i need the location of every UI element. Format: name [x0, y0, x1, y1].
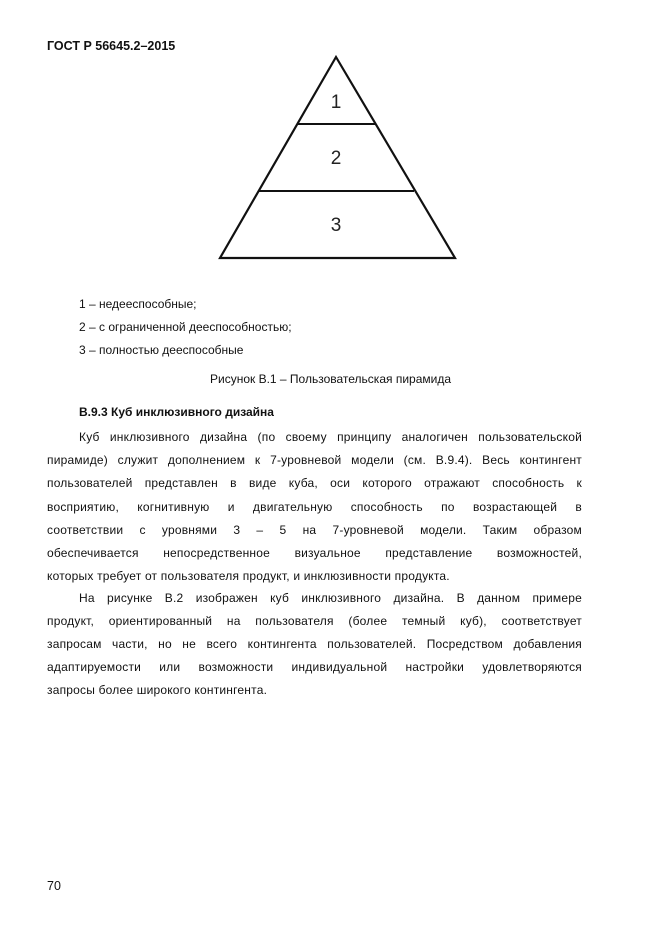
user-pyramid-figure — [0, 0, 661, 300]
document-header: ГОСТ Р 56645.2–2015 — [47, 39, 176, 53]
paragraph-line: На рисунке В.2 изображен куб инклюзивного дизайна. В данном примере — [79, 591, 582, 605]
legend-item: 2 – с ограниченной дееспособностью; — [79, 320, 292, 334]
pyramid-level-2: 2 — [330, 148, 342, 169]
figure-caption: Рисунок В.1 – Пользовательская пирамида — [209, 372, 451, 386]
section-title: В.9.3 Куб инклюзивного дизайна — [79, 405, 274, 419]
page-number: 70 — [47, 879, 61, 893]
paragraph-line: Куб инклюзивного дизайна (по своему принципу аналогичен пользовательской — [79, 430, 582, 444]
paragraph-line: соответствии с уровнями 3 – 5 на 7-уровневой модели. Таким образом — [47, 523, 582, 537]
paragraph-line: адаптируемости или возможности индивидуальной настройки удовлетворяются — [47, 660, 582, 674]
paragraph-line: восприятию, когнитивную и двигательную способность по возрастающей в — [47, 500, 582, 514]
paragraph-line: запросам части, но не всего контингента пользователей. Посредством добавления — [47, 637, 582, 651]
paragraph-line: пирамиде) служит дополнением к 7-уровневой модели (см. В.9.4). Весь контингент — [47, 453, 582, 467]
paragraph-line: продукт, ориентированный на пользователя (более темный куб), соответствует — [47, 614, 582, 628]
legend-item: 3 – полностью дееспособные — [79, 343, 244, 357]
paragraph-line: которых требует от пользователя продукт, и инклюзивности продукта. — [47, 569, 450, 583]
paragraph-line: пользователей представлен в виде куба, оси которого отражают способность к — [47, 476, 582, 490]
paragraph-line: обеспечивается непосредственное визуальное представление возможностей, — [47, 546, 582, 560]
legend-item: 1 – недееспособные; — [79, 297, 197, 311]
pyramid-level-1: 1 — [330, 92, 342, 113]
pyramid-level-3: 3 — [330, 215, 342, 236]
paragraph-line: запросы более широкого контингента. — [47, 683, 268, 697]
